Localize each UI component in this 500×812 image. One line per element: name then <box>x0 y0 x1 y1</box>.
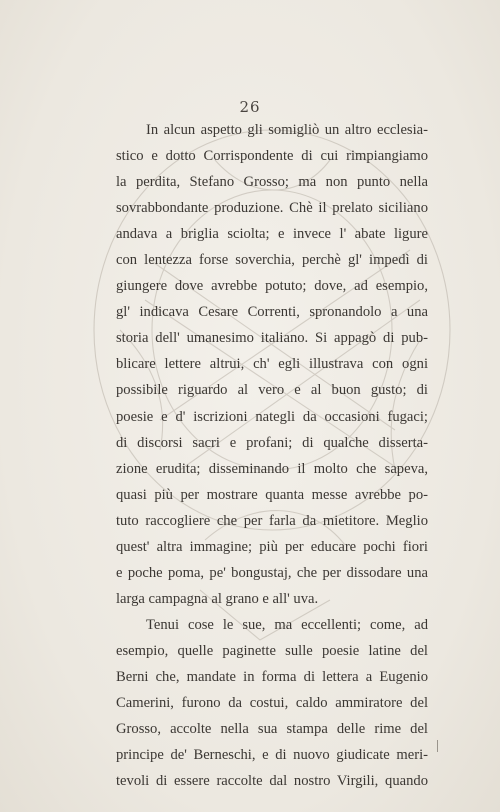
text-line: andava a briglia sciolta; e invece l' abate ligure <box>116 226 428 243</box>
page-number: 26 <box>239 98 261 116</box>
text-line: la perdita, Stefano Grosso; ma non punto nella <box>116 174 428 191</box>
text-line: possibile riguardo al vero e al buon gusto; di <box>116 382 428 399</box>
margin-mark <box>437 740 438 752</box>
text-line: sovrabbondante produzione. Chè il prelato siciliano <box>116 200 428 217</box>
body-text <box>116 117 428 794</box>
text-line: quest' altra immagine; più per educare pochi fiori <box>116 538 428 555</box>
text-line: principe de' Berneschi, e di nuovo giudicate meri- <box>116 747 428 764</box>
text-line: blicare lettere altrui, ch' egli illustrava con ogni <box>116 356 428 373</box>
text-line: di discorsi sacri e profani; di qualche disserta- <box>116 434 428 451</box>
text-line: stico e dotto Corrispondente di cui rimpiangiamo <box>116 148 428 165</box>
text-line: tevoli di essere raccolte dal nostro Virgili, quando <box>116 773 428 790</box>
text-line: In alcun aspetto gli somigliò un altro ecclesia- <box>146 122 428 138</box>
text-line: larga campagna al grano e all' uva. <box>116 590 319 607</box>
text-line: con lentezza forse soverchia, perchè gl' impedì di <box>116 252 428 269</box>
text-line: Camerini, furono da costui, caldo ammiratore del <box>116 695 428 712</box>
text-line: e poche poma, pe' bongustaj, che per dissodare una <box>116 564 428 581</box>
text-line: zione erudita; disseminando il molto che sapeva, <box>116 460 428 477</box>
text-line: Grosso, accolte nella sua stampa delle rime del <box>116 721 428 738</box>
text-line: tuto raccogliere che per farla da mietitore. Meglio <box>116 512 428 529</box>
text-line: Berni che, mandate in forma di lettera a Eugenio <box>116 668 428 685</box>
text-line: quasi più per mostrare quanta messe avrebbe po- <box>116 486 428 503</box>
text-line: giungere dove avrebbe potuto; dove, ad esempio, <box>116 278 428 295</box>
text-line: storia dell' umanesimo italiano. Si appagò di pub- <box>116 330 428 347</box>
text-line: esempio, quelle paginette sulle poesie latine del <box>116 642 428 659</box>
text-line: Tenui cose le sue, ma eccellenti; come, ad <box>146 616 428 633</box>
text-line: gl' indicava Cesare Correnti, spronandolo a una <box>116 304 428 321</box>
text-line: poesie e d' iscrizioni nategli da occasioni fugaci; <box>116 408 428 425</box>
